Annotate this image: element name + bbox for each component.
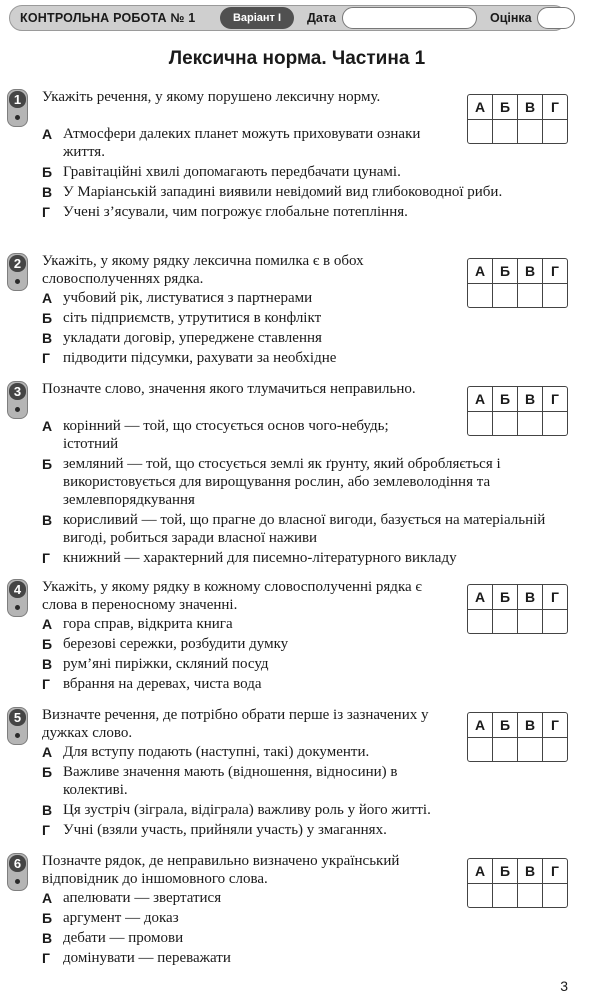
option <box>42 163 574 181</box>
page-number: 3 <box>560 978 568 994</box>
option-letter: А <box>42 890 53 906</box>
option-text: земляний — той, що стосується землі як ґрунту, який обробляється і використовується для вирощування рослин, або землеволодіння та землевпорядкування <box>63 456 501 508</box>
option-text: корінний — той, що стосується основ чого-небудь; істотний <box>63 418 389 452</box>
answer-header-a: А <box>468 95 493 119</box>
option <box>42 821 574 839</box>
answer-header-v: В <box>518 585 543 609</box>
answer-header-g: Г <box>551 263 559 279</box>
question-text: Укажіть речення, у якому порушено лексичну норму. <box>42 89 381 105</box>
grade-field[interactable] <box>537 7 575 29</box>
option-letter: Б <box>42 636 53 652</box>
option <box>42 743 574 761</box>
section-title: Лексична норма. Частина 1 <box>168 48 426 69</box>
option-text: Учні (взяли участь, прийняли участь) у змаганнях. <box>63 822 387 838</box>
option <box>42 615 574 633</box>
option-text: сіть підприємств, утрутитися в конфлікт <box>63 310 322 326</box>
option <box>42 909 574 927</box>
option-text: Гравітаційні хвилі допомагають передбачати цунамі. <box>63 164 401 180</box>
grade-label: Оцінка <box>490 11 532 25</box>
answer-header-b: Б <box>493 859 518 883</box>
options-list <box>42 417 574 569</box>
option <box>42 455 574 509</box>
option-letter: Г <box>42 950 50 966</box>
option-text: березові сережки, розбудити думку <box>63 636 289 652</box>
option-text: вбрання на деревах, чиста вода <box>63 676 262 692</box>
option-letter: Г <box>42 550 50 566</box>
question-number-badge <box>7 253 28 291</box>
answer-header-a: А <box>468 259 493 283</box>
option-text: домінувати — переважати <box>63 950 231 966</box>
option-text: Ця зустріч (зіграла, відіграла) важливу роль у його житті. <box>63 802 431 818</box>
date-label: Дата <box>307 11 336 25</box>
option-text: Атмосфери далеких планет можуть приховувати ознаки життя. <box>63 126 421 160</box>
question-text: Позначте рядок, де неправильно визначено український відповідник до іншомовного слова. <box>42 853 400 887</box>
option-letter: Б <box>42 164 53 180</box>
question-text: Позначте слово, значення якого тлумачиться неправильно. <box>42 381 416 397</box>
dot-icon <box>15 733 20 738</box>
answer-header-a: А <box>468 713 493 737</box>
answer-header-g: Г <box>551 589 559 605</box>
option-text: корисливий — той, що прагне до власної вигоди, базується на матеріальній вигоді, робиться заради власної наживи <box>63 512 546 546</box>
option <box>42 949 574 967</box>
option-letter: Б <box>42 764 53 780</box>
question-number-badge <box>7 89 28 127</box>
dot-icon <box>15 279 20 284</box>
question-text: Визначте речення, де потрібно обрати перше із зазначених у дужках слово. <box>42 707 429 741</box>
answer-header-a: А <box>468 859 493 883</box>
option-text: гора справ, відкрита книга <box>63 616 233 632</box>
option-letter: Г <box>42 350 50 366</box>
options-list <box>42 889 574 969</box>
answer-header-v: В <box>518 859 543 883</box>
answer-header-g: Г <box>551 863 559 879</box>
question-number: 5 <box>9 709 26 726</box>
answer-header-b: Б <box>493 95 518 119</box>
answer-header-b: Б <box>493 585 518 609</box>
option-letter: В <box>42 930 53 946</box>
question-number-badge <box>7 579 28 617</box>
answer-header-a: А <box>468 387 493 411</box>
date-field[interactable] <box>342 7 477 29</box>
question-number-badge <box>7 381 28 419</box>
option-letter: А <box>42 418 53 434</box>
answer-header-g: Г <box>551 99 559 115</box>
answer-header-a: А <box>468 585 493 609</box>
option-text: учбовий рік, листуватися з партнерами <box>63 290 313 306</box>
answer-header-g: Г <box>551 391 559 407</box>
question-number: 2 <box>9 255 26 272</box>
option-letter: В <box>42 512 53 528</box>
option <box>42 183 574 201</box>
answer-header-v: В <box>518 95 543 119</box>
option-letter: Г <box>42 204 50 220</box>
question-number: 4 <box>9 581 26 598</box>
option-text: апелювати — звертатися <box>63 890 222 906</box>
dot-icon <box>15 605 20 610</box>
option-letter: Б <box>42 310 53 326</box>
option <box>42 549 574 567</box>
option <box>42 417 574 453</box>
option <box>42 329 574 347</box>
answer-header-v: В <box>518 259 543 283</box>
question-text: Укажіть, у якому рядку лексична помилка є в обох словосполученнях рядка. <box>42 253 364 287</box>
answer-header-v: В <box>518 387 543 411</box>
options-list <box>42 125 574 223</box>
option <box>42 889 574 907</box>
variant-badge: Варіант І <box>220 7 294 29</box>
option <box>42 655 574 673</box>
option <box>42 349 574 367</box>
option-letter: В <box>42 184 53 200</box>
answer-header-g: Г <box>551 717 559 733</box>
option <box>42 929 574 947</box>
answer-header-v: В <box>518 713 543 737</box>
answer-header-b: Б <box>493 713 518 737</box>
option-text: Для вступу подають (наступні, такі) документи. <box>63 744 370 760</box>
option <box>42 289 574 307</box>
question-number: 1 <box>9 91 26 108</box>
option-text: дебати — промови <box>63 930 184 946</box>
option <box>42 511 574 547</box>
question-number: 6 <box>9 855 26 872</box>
option-letter: Г <box>42 676 50 692</box>
option <box>42 125 574 161</box>
dot-icon <box>15 879 20 884</box>
options-list <box>42 289 574 369</box>
option <box>42 675 574 693</box>
answer-header-b: Б <box>493 259 518 283</box>
option-text: Учені з’ясували, чим погрожує глобальне потепління. <box>63 204 408 220</box>
option-letter: А <box>42 744 53 760</box>
option-text: аргумент — доказ <box>63 910 179 926</box>
option-letter: Б <box>42 456 53 472</box>
option <box>42 635 574 653</box>
option-text: рум’яні пиріжки, скляний посуд <box>63 656 269 672</box>
option-letter: В <box>42 802 53 818</box>
options-list <box>42 615 574 695</box>
test-header <box>9 5 567 31</box>
option-letter: В <box>42 330 53 346</box>
question-number-badge <box>7 707 28 745</box>
option <box>42 309 574 327</box>
dot-icon <box>15 115 20 120</box>
option-letter: А <box>42 616 53 632</box>
option-text: книжний — характерний для писемно-літературного викладу <box>63 550 457 566</box>
dot-icon <box>15 407 20 412</box>
option <box>42 203 574 221</box>
option-text: Важливе значення мають (відношення, відносини) в колективі. <box>63 764 398 798</box>
option-text: У Маріанській западині виявили невідомий вид глибоководної риби. <box>63 184 503 200</box>
question-number: 3 <box>9 383 26 400</box>
question-text: Укажіть, у якому рядку в кожному словосполученні рядка є слова в переносному значенні. <box>42 579 422 613</box>
option-letter: Б <box>42 910 53 926</box>
option-letter: А <box>42 290 53 306</box>
option-letter: Г <box>42 822 50 838</box>
options-list <box>42 743 574 841</box>
option-letter: А <box>42 126 53 142</box>
option-text: підводити підсумки, рахувати за необхідне <box>63 350 337 366</box>
option <box>42 801 574 819</box>
test-title: КОНТРОЛЬНА РОБОТА № 1 <box>20 11 196 25</box>
option-text: укладати договір, упереджене ставлення <box>63 330 322 346</box>
question-number-badge <box>7 853 28 891</box>
answer-header-b: Б <box>493 387 518 411</box>
option <box>42 763 574 799</box>
option-letter: В <box>42 656 53 672</box>
